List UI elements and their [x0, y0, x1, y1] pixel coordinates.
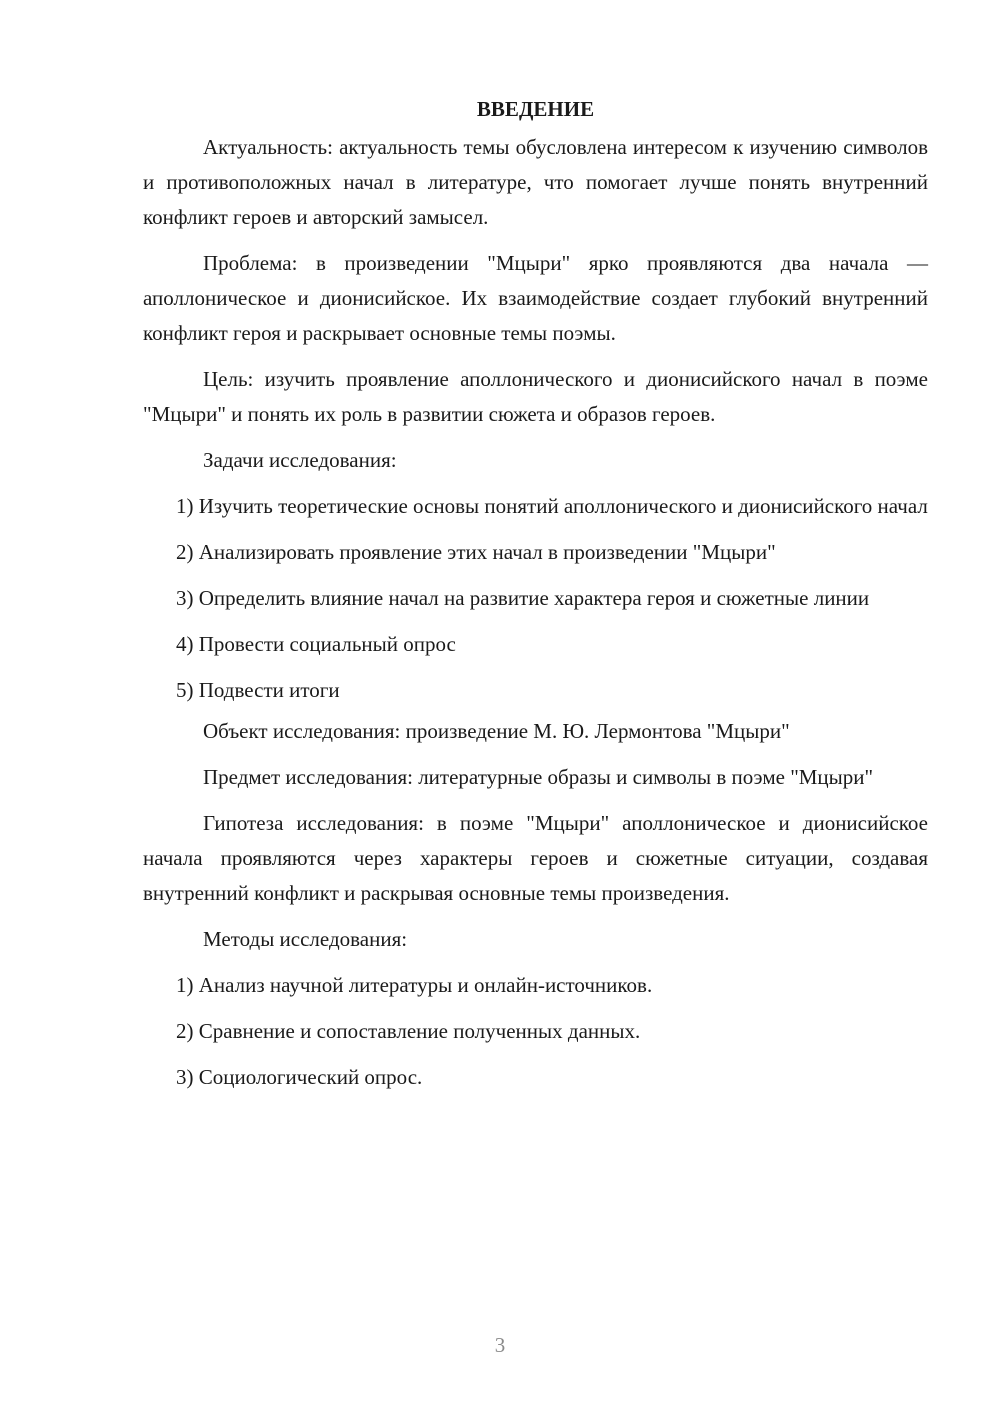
section-title: ВВЕДЕНИЕ [476, 97, 595, 121]
tasks-heading: Задачи исследования: [203, 448, 397, 472]
method-item: 3) Социологический опрос. [176, 1065, 423, 1089]
object-paragraph: Объект исследования: произведение М. Ю. Лермонтова "Мцыри" [203, 719, 790, 743]
relevance-paragraph: Актуальность: актуальность темы обусловлена интересом к изучению символов и противоположных начал в литературе, что помогает лучше понять внутренний конфликт героев и авторский замысел. [143, 135, 928, 229]
document-page [143, 92, 928, 1106]
subject-paragraph: Предмет исследования: литературные образы и символы в поэме "Мцыри" [203, 765, 874, 789]
method-item: 2) Сравнение и сопоставление полученных данных. [176, 1019, 641, 1043]
methods-heading: Методы исследования: [203, 927, 408, 951]
task-item: 5) Подвести итоги [176, 678, 340, 702]
task-item: 2) Анализировать проявление этих начал в произведении "Мцыри" [176, 540, 776, 564]
goal-paragraph: Цель: изучить проявление аполлонического и дионисийского начал в поэме "Мцыри" и понять их роль в развитии сюжета и образов героев. [143, 367, 928, 426]
task-item: 3) Определить влияние начал на развитие характера героя и сюжетные линии [176, 586, 870, 610]
method-item: 1) Анализ научной литературы и онлайн-источников. [176, 973, 653, 997]
page-number: 3 [494, 1333, 506, 1357]
hypothesis-paragraph: Гипотеза исследования: в поэме "Мцыри" аполлоническое и дионисийское начала проявляются через характеры героев и сюжетные ситуации, создавая внутренний конфликт и раскрывая основные темы произведения. [143, 811, 928, 905]
task-item: 1) Изучить теоретические основы понятий аполлонического и дионисийского начал [176, 494, 928, 518]
problem-paragraph: Проблема: в произведении "Мцыри" ярко проявляются два начала — аполлоническое и дионисийское. Их взаимодействие создает глубокий внутренний конфликт героя и раскрывает основные темы поэмы. [143, 251, 928, 345]
task-item: 4) Провести социальный опрос [176, 632, 456, 656]
